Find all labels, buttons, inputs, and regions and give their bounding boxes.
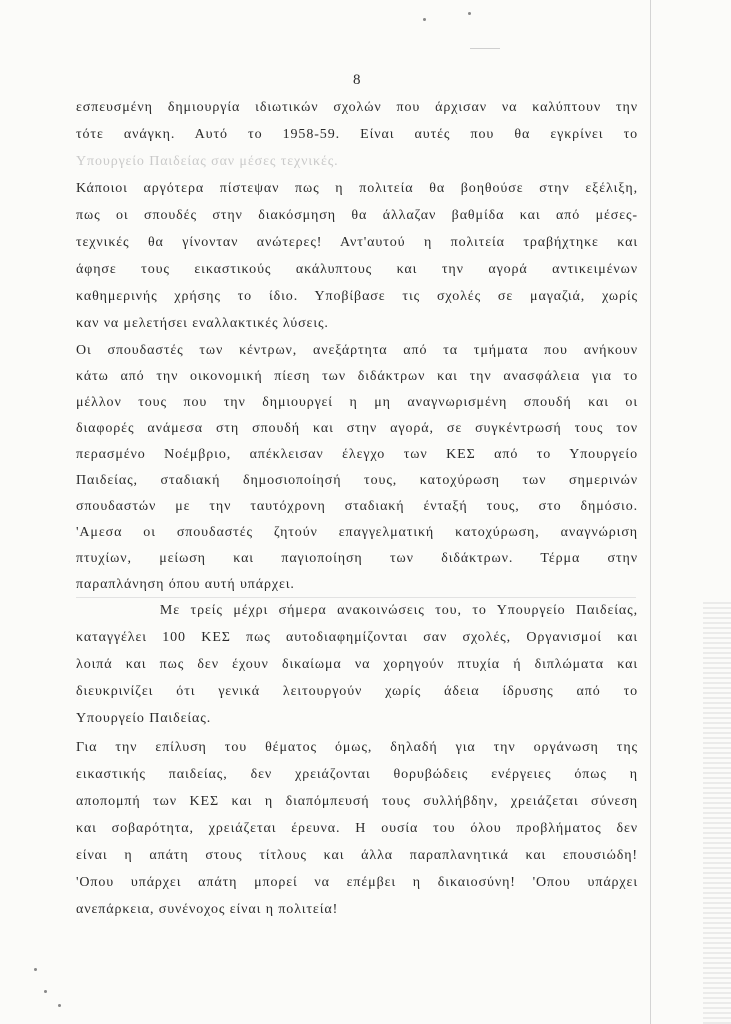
scan-mark (76, 597, 636, 598)
text-line: 'Αμεσα οι σπουδαστές ζητούν επαγγελματική κατοχύρωση, αναγνώριση (76, 525, 638, 540)
text-line: εικαστικής παιδείας, δεν χρειάζονται θορυβώδεις ενέργειες όπως η (76, 767, 638, 782)
text-line: Με τρείς μέχρι σήμερα ανακοινώσεις του, το Υπουργείο Παιδείας, (76, 603, 638, 618)
text-line: κάτω από την οικονομική πίεση των διδάκτρων και την ανασφάλεια για το (76, 369, 638, 384)
text-line: ανεπάρκεια, συνένοχος είναι η πολιτεία! (76, 902, 339, 917)
text-line: και σοβαρότητα, χρειάζεται έρευνα. Η ουσία του όλου προβλήματος δεν (76, 821, 638, 836)
text-line: μέλλον τους που την δημιουργεί η μη αναγνωρισμένη σπουδή και οι (76, 395, 638, 410)
scan-speck (58, 1004, 61, 1007)
text-line: καθημερινής χρήσης το ίδιο. Υποβίβασε τις σχολές σε μαγαζιά, χωρίς (76, 289, 638, 304)
text-line: Οι σπουδαστές των κέντρων, ανεξάρτητα από τα τμήματα που ανήκουν (76, 343, 638, 358)
text-line: πως οι σπουδές στην διακόσμηση θα άλλαζαν βαθμίδα και από μέσες- (76, 208, 638, 223)
text-line: καν να μελετήσει εναλλακτικές λύσεις. (76, 316, 329, 331)
text-line: Κάποιοι αργότερα πίστεψαν πως η πολιτεία θα βοηθούσε στην εξέλιξη, (76, 181, 638, 196)
scan-mark (470, 48, 500, 49)
text-line: είναι η απάτη στους τίτλους και άλλα παραπλανητικά και επουσιώδη! (76, 848, 638, 863)
text-line: εσπευσμένη δημιουργία ιδιωτικών σχολών που άρχισαν να καλύπτουν την (76, 100, 638, 115)
scan-speck (44, 990, 47, 993)
text-line: σπουδαστών με την ταυτόχρονη σταδιακή ένταξή τους, στο δημόσιο. (76, 499, 638, 514)
text-line: λοιπά και πως δεν έχουν δικαίωμα να χορηγούν πτυχία ή διπλώματα και (76, 657, 638, 672)
text-line: παραπλάνηση όπου αυτή υπάρχει. (76, 577, 295, 592)
scan-edge-noise (703, 600, 731, 1024)
text-line: Παιδείας, σταδιακή δημοσιοποίησή τους, κατοχύρωση των σημερινών (76, 473, 638, 488)
text-line: άφησε τους εικαστικούς ακάλυπτους και την αγορά αντικειμένων (76, 262, 638, 277)
text-line: διευκρινίζει ότι γενικά λειτουργούν χωρίς άδεια ίδρυσης από το (76, 684, 638, 699)
text-line: αποπομπή των ΚΕΣ και η διαπόμπευσή τους συλλήβδην, χρειάζεται σύνεση (76, 794, 638, 809)
text-line: Για την επίλυση του θέματος όμως, δηλαδή για την οργάνωση της (76, 740, 638, 755)
text-line: καταγγέλει 100 ΚΕΣ πως αυτοδιαφημίζονται σαν σχολές, Οργανισμοί και (76, 630, 638, 645)
text-line: περασμένο Νοέμβριο, απέκλεισαν έλεγχο των ΚΕΣ από το Υπουργείο (76, 447, 638, 462)
text-line: πτυχίων, μείωση και παγιοποίηση των διδάκτρων. Τέρμα στην (76, 551, 638, 566)
scan-speck (468, 12, 471, 15)
text-line: Υπουργείο Παιδείας. (76, 711, 212, 726)
page-number: 8 (353, 72, 362, 88)
text-line: 'Οπου υπάρχει απάτη μπορεί να επέμβει η δικαιοσύνη! 'Οπου υπάρχει (76, 875, 638, 890)
text-line: διαφορές ανάμεσα στη σπουδή και στην αγορά, σε συγκέντρωσή τους τον (76, 421, 638, 436)
scan-edge-line (650, 0, 651, 1024)
scan-speck (34, 968, 37, 971)
text-line: τεχνικές θα γίνονταν ανώτερες! Αντ'αυτού η πολιτεία τραβήχτηκε και (76, 235, 638, 250)
text-line: Υπουργείο Παιδείας σαν μέσες τεχνικές. (76, 154, 339, 169)
scan-speck (423, 18, 426, 21)
text-line: τότε ανάγκη. Αυτό το 1958-59. Είναι αυτές που θα εγκρίνει το (76, 127, 638, 142)
